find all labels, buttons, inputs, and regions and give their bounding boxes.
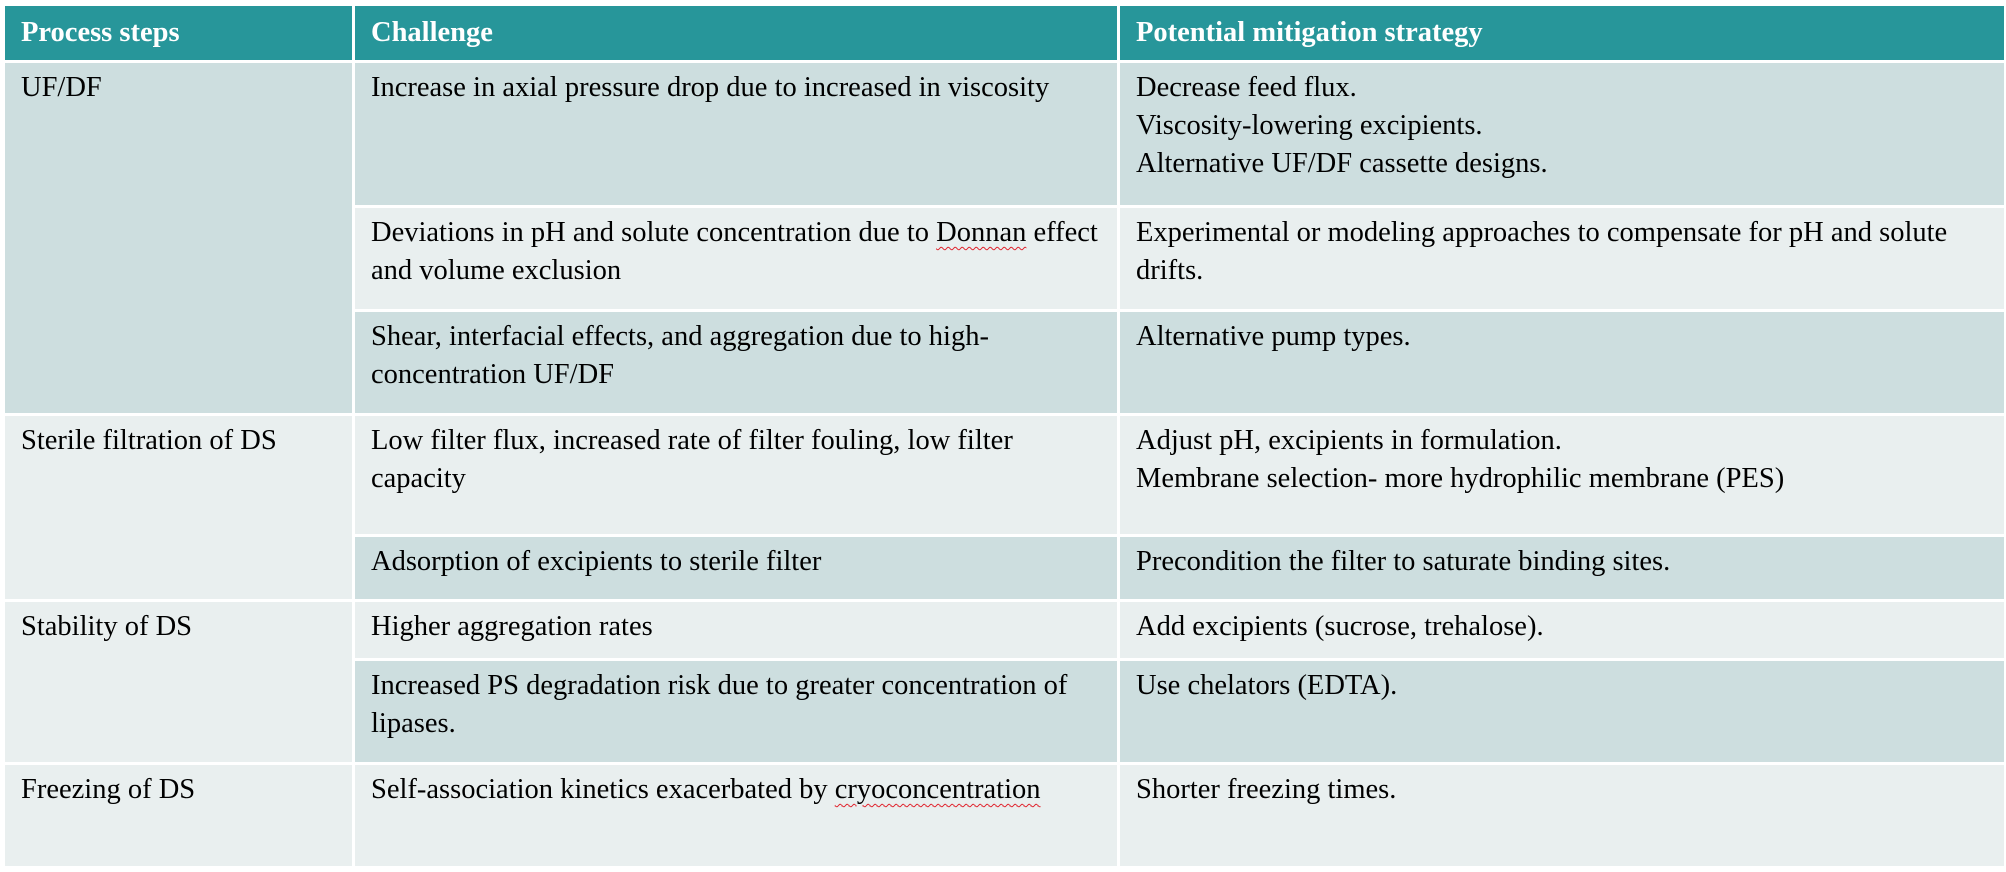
mitigation-table	[2, 3, 2006, 869]
mitigation-cell: Use chelators (EDTA).	[1119, 660, 2006, 764]
process-step-stability: Stability of DS	[4, 601, 354, 764]
mitigation-line: Viscosity-lowering excipients.	[1136, 110, 1483, 141]
challenge-cell: Adsorption of excipients to sterile filter	[354, 536, 1119, 601]
mitigation-line: Alternative UF/DF cassette designs.	[1136, 148, 1548, 179]
process-step-ufdf: UF/DF	[4, 62, 354, 415]
mitigation-line: Decrease feed flux.	[1136, 72, 1357, 103]
header-challenge: Challenge	[354, 5, 1119, 62]
mitigation-cell	[1119, 415, 2006, 536]
challenge-cell: Increased PS degradation risk due to greater concentration of lipases.	[354, 660, 1119, 764]
challenge-cell	[354, 764, 1119, 868]
table-row	[4, 415, 2006, 536]
header-process-steps: Process steps	[4, 5, 354, 62]
table-row	[4, 62, 2006, 207]
challenge-text: Deviations in pH and solute concentration due to	[371, 217, 937, 248]
challenge-cell: Increase in axial pressure drop due to increased in viscosity	[354, 62, 1119, 207]
mitigation-cell: Add excipients (sucrose, trehalose).	[1119, 601, 2006, 660]
header-row	[4, 5, 2006, 62]
challenge-cell	[354, 207, 1119, 311]
header-mitigation: Potential mitigation strategy	[1119, 5, 2006, 62]
process-step-freezing: Freezing of DS	[4, 764, 354, 868]
challenge-cell: Low filter flux, increased rate of filter fouling, low filter capacity	[354, 415, 1119, 536]
process-step-sterile-filtration: Sterile filtration of DS	[4, 415, 354, 601]
spellcheck-flagged-word[interactable]: cryoconcentration	[834, 774, 1041, 805]
table-row	[4, 764, 2006, 868]
table-row	[4, 601, 2006, 660]
challenge-text: Self-association kinetics exacerbated by	[371, 774, 835, 805]
spellcheck-flagged-word[interactable]: Donnan	[936, 217, 1027, 248]
challenge-cell: Higher aggregation rates	[354, 601, 1119, 660]
mitigation-line: Adjust pH, excipients in formulation.	[1136, 425, 1562, 456]
mitigation-cell	[1119, 62, 2006, 207]
mitigation-cell: Experimental or modeling approaches to compensate for pH and solute drifts.	[1119, 207, 2006, 311]
challenge-text: effect and volume exclusion	[371, 217, 1098, 286]
mitigation-cell: Precondition the filter to saturate binding sites.	[1119, 536, 2006, 601]
mitigation-line: Membrane selection- more hydrophilic membrane (PES)	[1136, 463, 1785, 494]
mitigation-cell: Alternative pump types.	[1119, 311, 2006, 415]
challenge-cell: Shear, interfacial effects, and aggregation due to high-concentration UF/DF	[354, 311, 1119, 415]
mitigation-cell: Shorter freezing times.	[1119, 764, 2006, 868]
